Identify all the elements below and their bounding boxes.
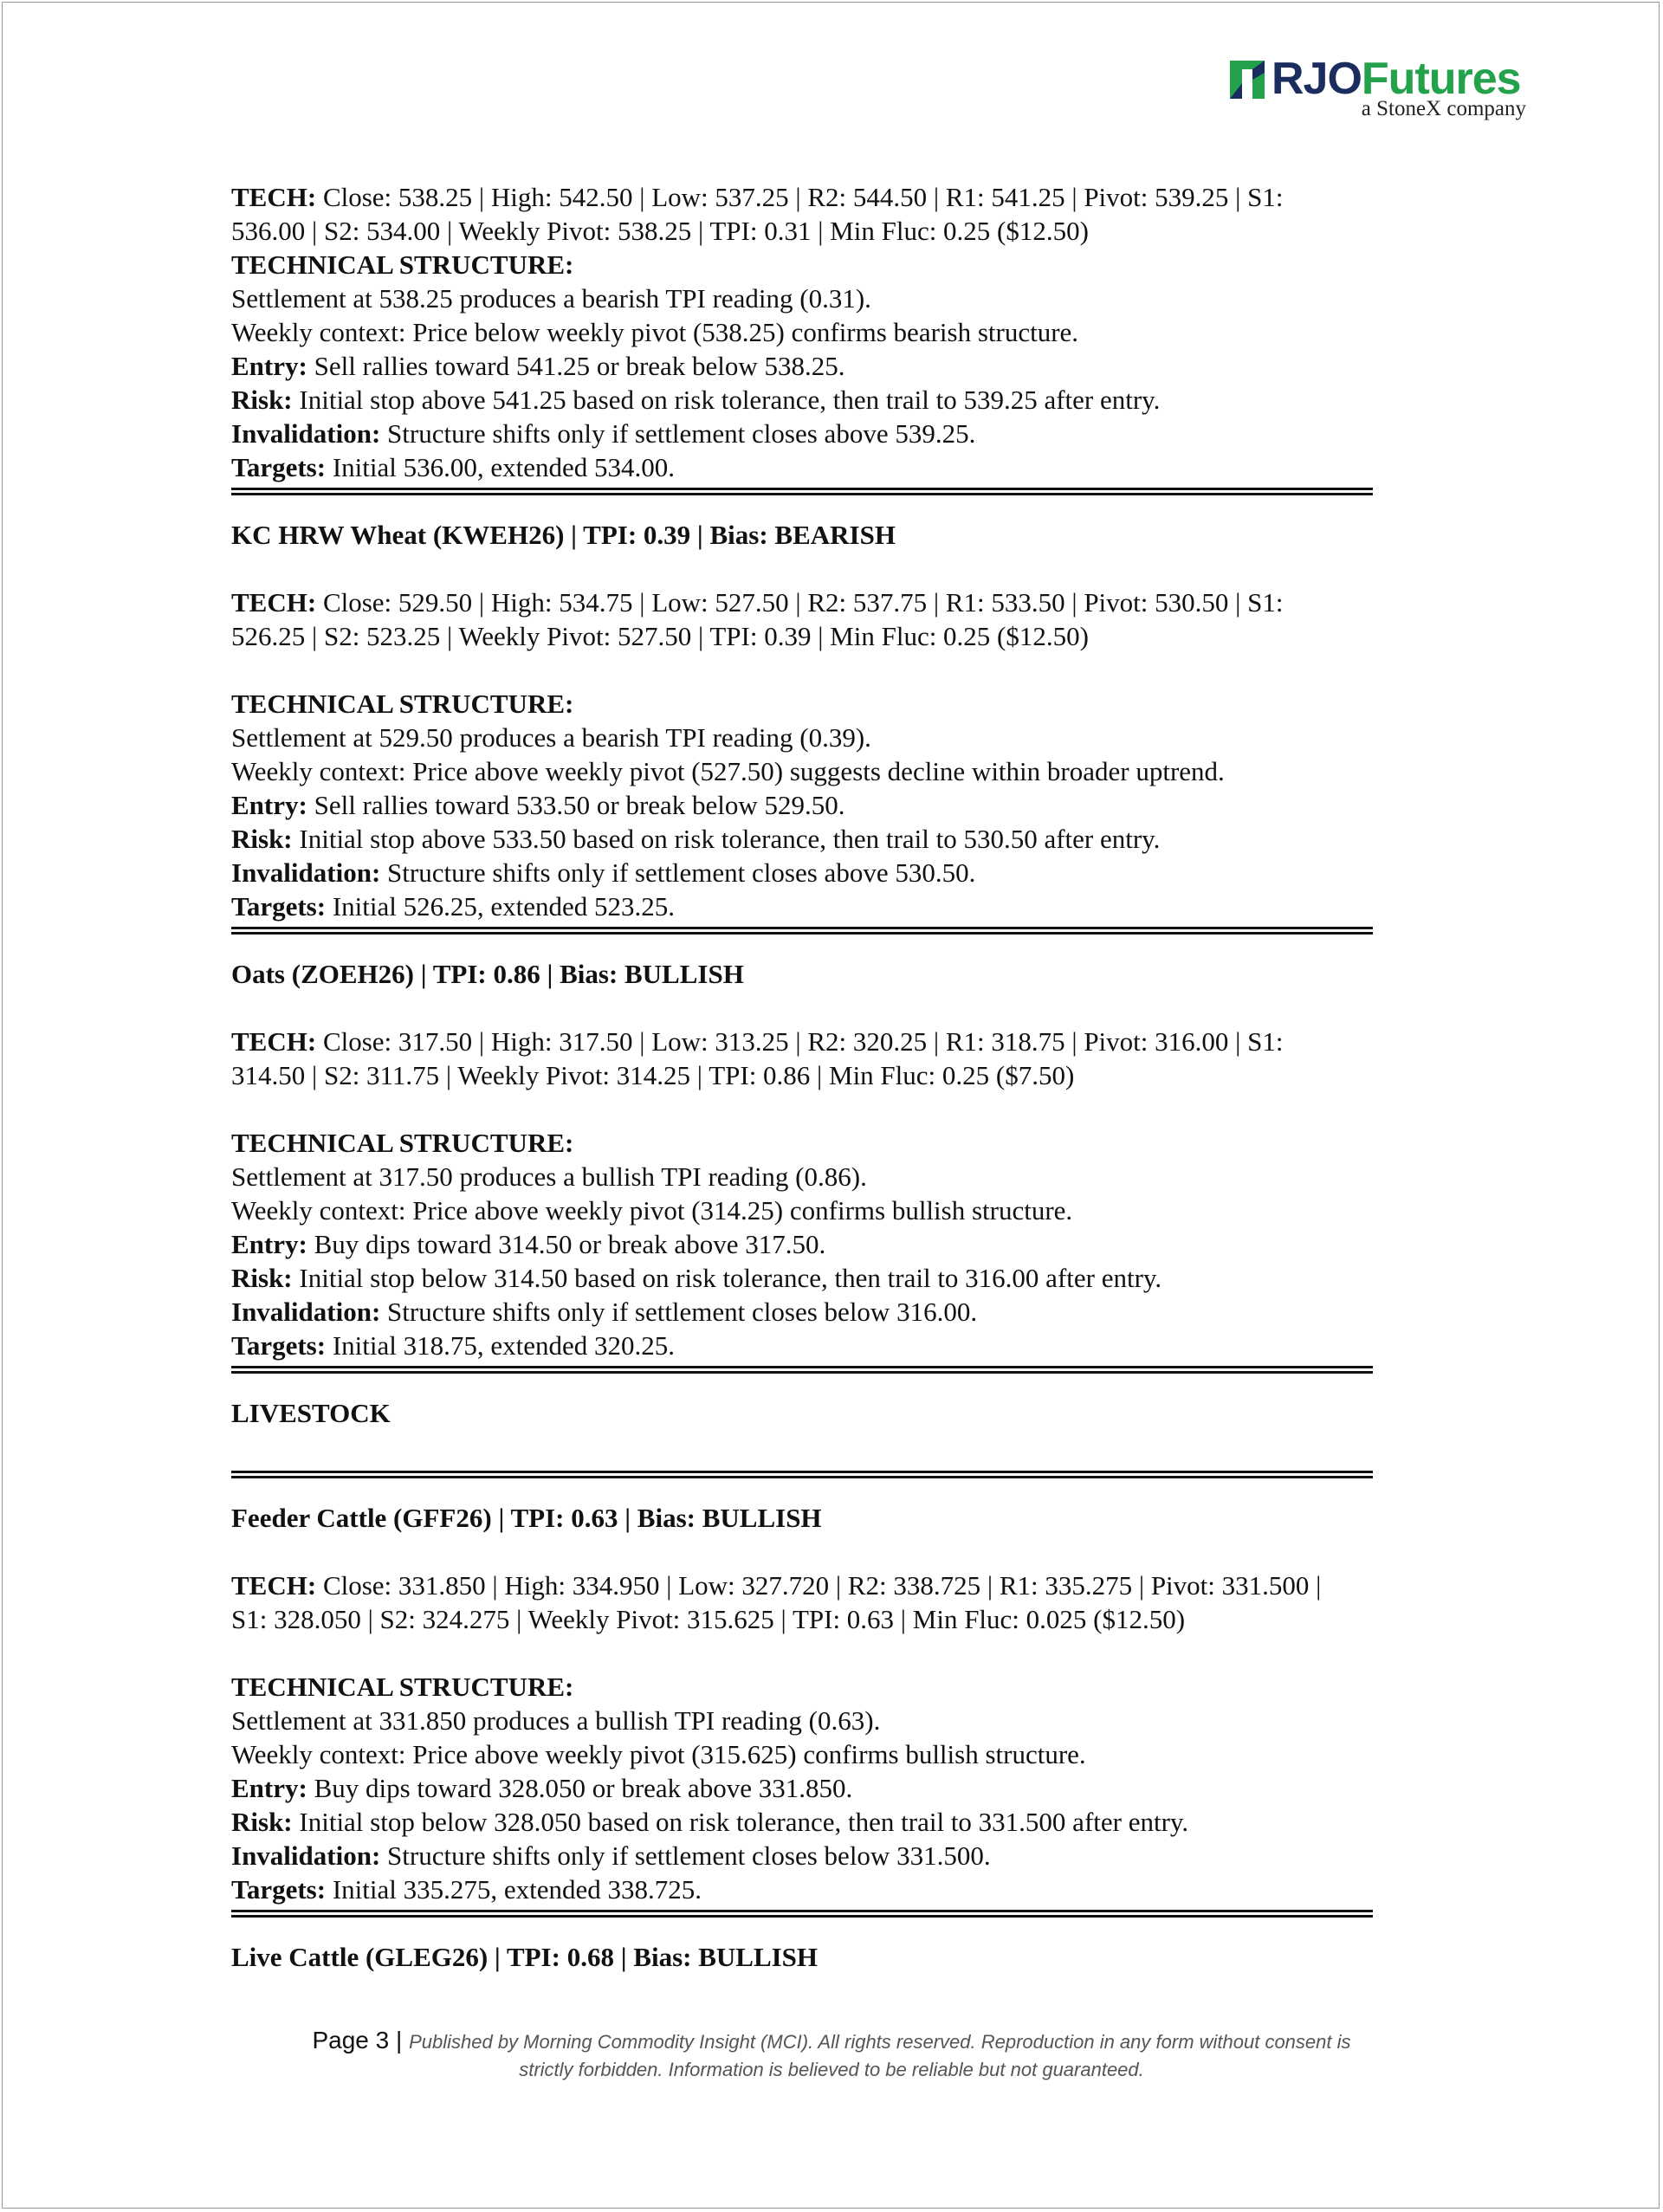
footer-line-1 <box>0 2027 1663 2056</box>
double-rule-separator <box>231 1366 1373 1374</box>
logo-rjo-text: RJO <box>1272 54 1362 104</box>
contract-header: Live Cattle (GLEG26) | TPI: 0.68 | Bias: BULLISH <box>231 1942 819 1972</box>
document-body <box>231 180 1383 1974</box>
entry-text: Buy dips toward 314.50 or break above 317.50. <box>307 1229 826 1259</box>
section-oats <box>231 957 1383 1362</box>
tech-values-1: Close: 317.50 | High: 317.50 | Low: 313.25 | R2: 320.25 | R1: 318.75 | Pivot: 316.00 | S1: <box>316 1026 1284 1057</box>
invalidation-text: Structure shifts only if settlement closes above 530.50. <box>380 857 976 888</box>
rjo-logo-mark-icon <box>1228 57 1266 100</box>
targets-line <box>231 889 1383 923</box>
invalidation-text: Structure shifts only if settlement closes below 331.500. <box>380 1840 991 1871</box>
rjo-futures-logo <box>1228 54 1531 123</box>
footer-divider: | <box>389 2027 410 2054</box>
livestock-heading: LIVESTOCK <box>231 1398 391 1428</box>
technical-structure-heading: TECHNICAL STRUCTURE: <box>231 249 574 280</box>
weekly-context-text: Weekly context: Price above weekly pivot (315.625) confirms bullish structure. <box>231 1739 1086 1769</box>
spacer <box>231 1092 1383 1126</box>
tech-label: TECH: <box>231 182 317 212</box>
settlement-text: Settlement at 529.50 produces a bearish TPI reading (0.39). <box>231 722 871 753</box>
entry-text: Sell rallies toward 533.50 or break below 529.50. <box>307 790 845 820</box>
weekly-context-text: Weekly context: Price below weekly pivot (538.25) confirms bearish structure. <box>231 317 1079 347</box>
risk-label: Risk: <box>231 1807 293 1837</box>
risk-line <box>231 1261 1383 1295</box>
technical-structure-heading: TECHNICAL STRUCTURE: <box>231 1672 574 1702</box>
risk-text: Initial stop above 533.50 based on risk tolerance, then trail to 530.50 after entry. <box>292 824 1161 854</box>
logo-tagline: a StoneX company <box>1361 97 1526 120</box>
tech-values-1: Close: 331.850 | High: 334.950 | Low: 327.720 | R2: 338.725 | R1: 335.275 | Pivot: 331.500 | <box>316 1570 1322 1601</box>
risk-line <box>231 383 1383 417</box>
tech-label: TECH: <box>231 1026 317 1057</box>
targets-line <box>231 450 1383 484</box>
invalidation-label: Invalidation: <box>231 857 381 888</box>
targets-label: Targets: <box>231 1330 327 1361</box>
spacer <box>231 1636 1383 1670</box>
targets-label: Targets: <box>231 1874 327 1905</box>
invalidation-label: Invalidation: <box>231 1297 381 1327</box>
contract-header: Oats (ZOEH26) | TPI: 0.86 | Bias: BULLISH <box>231 959 744 989</box>
entry-label: Entry: <box>231 1773 307 1803</box>
spacer <box>231 1430 1383 1467</box>
entry-text: Buy dips toward 328.050 or break above 331.850. <box>307 1773 853 1803</box>
contract-header: KC HRW Wheat (KWEH26) | TPI: 0.39 | Bias: BEARISH <box>231 520 896 550</box>
technical-structure-heading: TECHNICAL STRUCTURE: <box>231 689 574 719</box>
spacer <box>231 1535 1383 1568</box>
footer-notice-2: strictly forbidden. Information is believed to be reliable but not guaranteed. <box>519 2059 1144 2080</box>
risk-line <box>231 1805 1383 1839</box>
tech-values-2: 314.50 | S2: 311.75 | Weekly Pivot: 314.25 | TPI: 0.86 | Min Fluc: 0.25 ($7.50) <box>231 1060 1075 1090</box>
targets-label: Targets: <box>231 891 327 922</box>
targets-line <box>231 1872 1383 1906</box>
invalidation-label: Invalidation: <box>231 418 381 449</box>
entry-line <box>231 788 1383 822</box>
entry-line <box>231 1227 1383 1261</box>
risk-text: Initial stop below 314.50 based on risk tolerance, then trail to 316.00 after entry. <box>292 1263 1162 1293</box>
settlement-text: Settlement at 331.850 produces a bullish TPI reading (0.63). <box>231 1705 881 1736</box>
double-rule-separator <box>231 488 1373 495</box>
tech-values-2: S1: 328.050 | S2: 324.275 | Weekly Pivot: 315.625 | TPI: 0.63 | Min Fluc: 0.025 ($12.50) <box>231 1604 1186 1634</box>
targets-text: Initial 526.25, extended 523.25. <box>326 891 675 922</box>
risk-label: Risk: <box>231 824 293 854</box>
entry-label: Entry: <box>231 351 307 381</box>
tech-values-1: Close: 538.25 | High: 542.50 | Low: 537.25 | R2: 544.50 | R1: 541.25 | Pivot: 539.25 | S1: <box>316 182 1284 212</box>
targets-text: Initial 335.275, extended 338.725. <box>326 1874 702 1905</box>
invalidation-line <box>231 417 1383 450</box>
weekly-context-text: Weekly context: Price above weekly pivot (527.50) suggests decline within broader uptrend. <box>231 756 1225 786</box>
risk-label: Risk: <box>231 385 293 415</box>
entry-line <box>231 349 1383 383</box>
spacer <box>231 653 1383 687</box>
risk-line <box>231 822 1383 856</box>
tech-values-2: 536.00 | S2: 534.00 | Weekly Pivot: 538.25 | TPI: 0.31 | Min Fluc: 0.25 ($12.50) <box>231 216 1089 246</box>
invalidation-text: Structure shifts only if settlement closes below 316.00. <box>380 1297 978 1327</box>
invalidation-label: Invalidation: <box>231 1840 381 1871</box>
page-footer <box>0 2027 1663 2084</box>
invalidation-line <box>231 1295 1383 1329</box>
tech-label: TECH: <box>231 587 317 618</box>
section-kc-hrw-wheat <box>231 518 1383 923</box>
spacer <box>231 991 1383 1025</box>
tech-label: TECH: <box>231 1570 317 1601</box>
settlement-text: Settlement at 538.25 produces a bearish TPI reading (0.31). <box>231 283 871 314</box>
risk-text: Initial stop above 541.25 based on risk tolerance, then trail to 539.25 after entry. <box>292 385 1161 415</box>
double-rule-separator <box>231 1471 1373 1478</box>
invalidation-line <box>231 856 1383 889</box>
entry-label: Entry: <box>231 790 307 820</box>
tech-line <box>231 180 1383 214</box>
technical-structure-heading: TECHNICAL STRUCTURE: <box>231 1128 574 1158</box>
spacer <box>231 552 1383 585</box>
section-feeder-cattle <box>231 1501 1383 1906</box>
risk-label: Risk: <box>231 1263 293 1293</box>
invalidation-text: Structure shifts only if settlement closes above 539.25. <box>380 418 976 449</box>
targets-line <box>231 1329 1383 1362</box>
tech-line <box>231 1025 1383 1058</box>
tech-values-2: 526.25 | S2: 523.25 | Weekly Pivot: 527.50 | TPI: 0.39 | Min Fluc: 0.25 ($12.50) <box>231 621 1089 651</box>
section-live-cattle <box>231 1940 1383 1974</box>
tech-line <box>231 585 1383 619</box>
invalidation-line <box>231 1839 1383 1872</box>
double-rule-separator <box>231 927 1373 935</box>
entry-line <box>231 1771 1383 1805</box>
entry-label: Entry: <box>231 1229 307 1259</box>
targets-text: Initial 536.00, extended 534.00. <box>326 452 675 482</box>
tech-values-1: Close: 529.50 | High: 534.75 | Low: 527.50 | R2: 537.75 | R1: 533.50 | Pivot: 530.50 | S1: <box>316 587 1284 618</box>
section-wheat-continued <box>231 180 1383 484</box>
weekly-context-text: Weekly context: Price above weekly pivot (314.25) confirms bullish structure. <box>231 1195 1073 1226</box>
risk-text: Initial stop below 328.050 based on risk tolerance, then trail to 331.500 after entry. <box>292 1807 1189 1837</box>
targets-text: Initial 318.75, extended 320.25. <box>326 1330 675 1361</box>
tech-line <box>231 1568 1383 1602</box>
settlement-text: Settlement at 317.50 produces a bullish TPI reading (0.86). <box>231 1161 867 1192</box>
entry-text: Sell rallies toward 541.25 or break below 538.25. <box>307 351 845 381</box>
targets-label: Targets: <box>231 452 327 482</box>
double-rule-separator <box>231 1910 1373 1918</box>
contract-header: Feeder Cattle (GFF26) | TPI: 0.63 | Bias: BULLISH <box>231 1503 822 1533</box>
logo-futures-text: Futures <box>1361 54 1521 104</box>
page-number: Page 3 <box>312 2027 390 2054</box>
footer-notice-1: Published by Morning Commodity Insight (MCI). All rights reserved. Reproduction in any form without consent is <box>409 2031 1351 2053</box>
